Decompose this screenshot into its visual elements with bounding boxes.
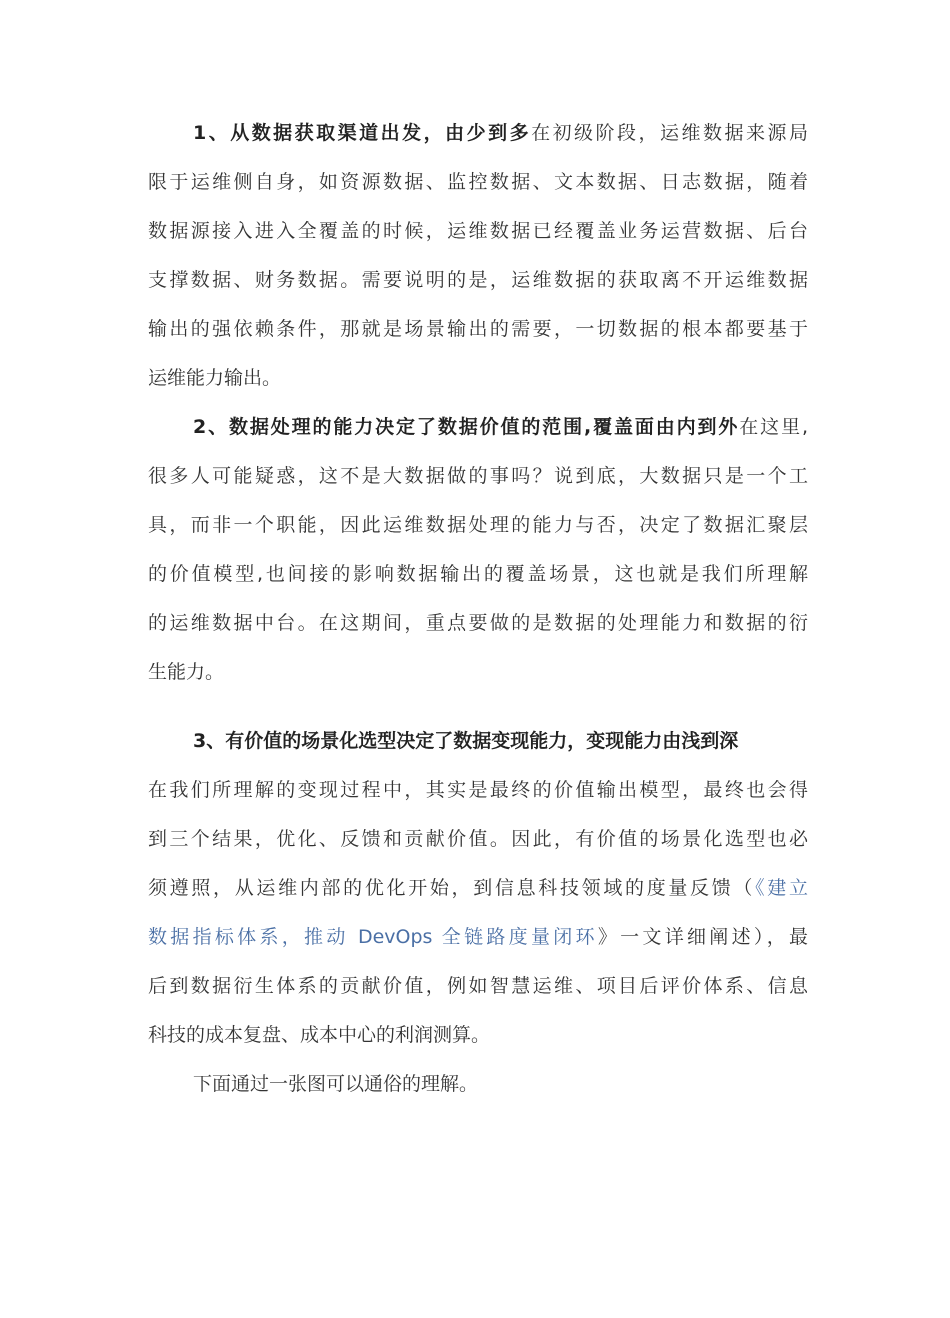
paragraph-1-heading: 1、从数据获取渠道出发，由少到多 xyxy=(193,122,532,144)
line-text: 》一文详细阐述），最 xyxy=(597,926,808,948)
paragraph-2-line-5: 的运维数据中台。在这期间，重点要做的是数据的处理能力和数据的衍 xyxy=(148,612,808,634)
paragraph-1-line-3: 数据源接入进入全覆盖的时候，运维数据已经覆盖业务运营数据、后台 xyxy=(148,220,808,242)
paragraph-2-line-3: 具，而非一个职能，因此运维数据处理的能力与否，决定了数据汇聚层 xyxy=(148,514,808,536)
paragraph-2-heading: 2、数据处理的能力决定了数据价值的范围,覆盖面由内到外 xyxy=(193,416,740,438)
paragraph-1-line-6: 运维能力输出。 xyxy=(148,367,282,389)
paragraph-1-line-5: 输出的强依赖条件，那就是场景输出的需要，一切数据的根本都要基于 xyxy=(148,318,808,340)
line-text: 在初级阶段，运维数据来源局 xyxy=(531,122,808,144)
paragraph-3-line-7: 科技的成本复盘、成本中心的利润测算。 xyxy=(148,1024,491,1046)
paragraph-3-heading: 3、有价值的场景化选型决定了数据变现能力，变现能力由浅到深 xyxy=(193,730,739,752)
line-text: 在这里, xyxy=(739,416,808,438)
paragraph-3-line-1 xyxy=(193,717,808,766)
paragraph-3-line-3: 到三个结果，优化、反馈和贡献价值。因此，有价值的场景化选型也必 xyxy=(148,828,808,850)
paragraph-1-line-4: 支撑数据、财务数据。需要说明的是，运维数据的获取离不开运维数据 xyxy=(148,269,808,291)
paragraph-3-line-4 xyxy=(148,864,808,913)
paragraph-1-line-2: 限于运维侧自身，如资源数据、监控数据、文本数据、日志数据，随着 xyxy=(148,171,808,193)
paragraph-2-line-4: 的价值模型,也间接的影响数据输出的覆盖场景，这也就是我们所理解 xyxy=(148,563,808,585)
paragraph-3-line-2: 在我们所理解的变现过程中，其实是最终的价值输出模型，最终也会得 xyxy=(148,779,808,801)
paragraph-4-line-1: 下面通过一张图可以通俗的理解。 xyxy=(193,1073,479,1095)
paragraph-3-line-5 xyxy=(148,913,808,962)
paragraph-2-line-6: 生能力。 xyxy=(148,661,225,683)
paragraph-1-line-1 xyxy=(193,109,808,158)
paragraph-3-line-6: 后到数据衍生体系的贡献价值，例如智慧运维、项目后评价体系、信息 xyxy=(148,975,808,997)
article-link-start[interactable]: 《建立 xyxy=(755,877,808,899)
paragraph-2-line-1 xyxy=(193,403,808,452)
paragraph-2-line-2: 很多人可能疑惑，这不是大数据做的事吗？说到底，大数据只是一个工 xyxy=(148,465,808,487)
article-link-end[interactable]: 数据指标体系，推动 DevOps 全链路度量闭环 xyxy=(148,926,598,948)
line-text: 须遵照，从运维内部的优化开始，到信息科技领域的度量反馈（ xyxy=(148,877,756,899)
